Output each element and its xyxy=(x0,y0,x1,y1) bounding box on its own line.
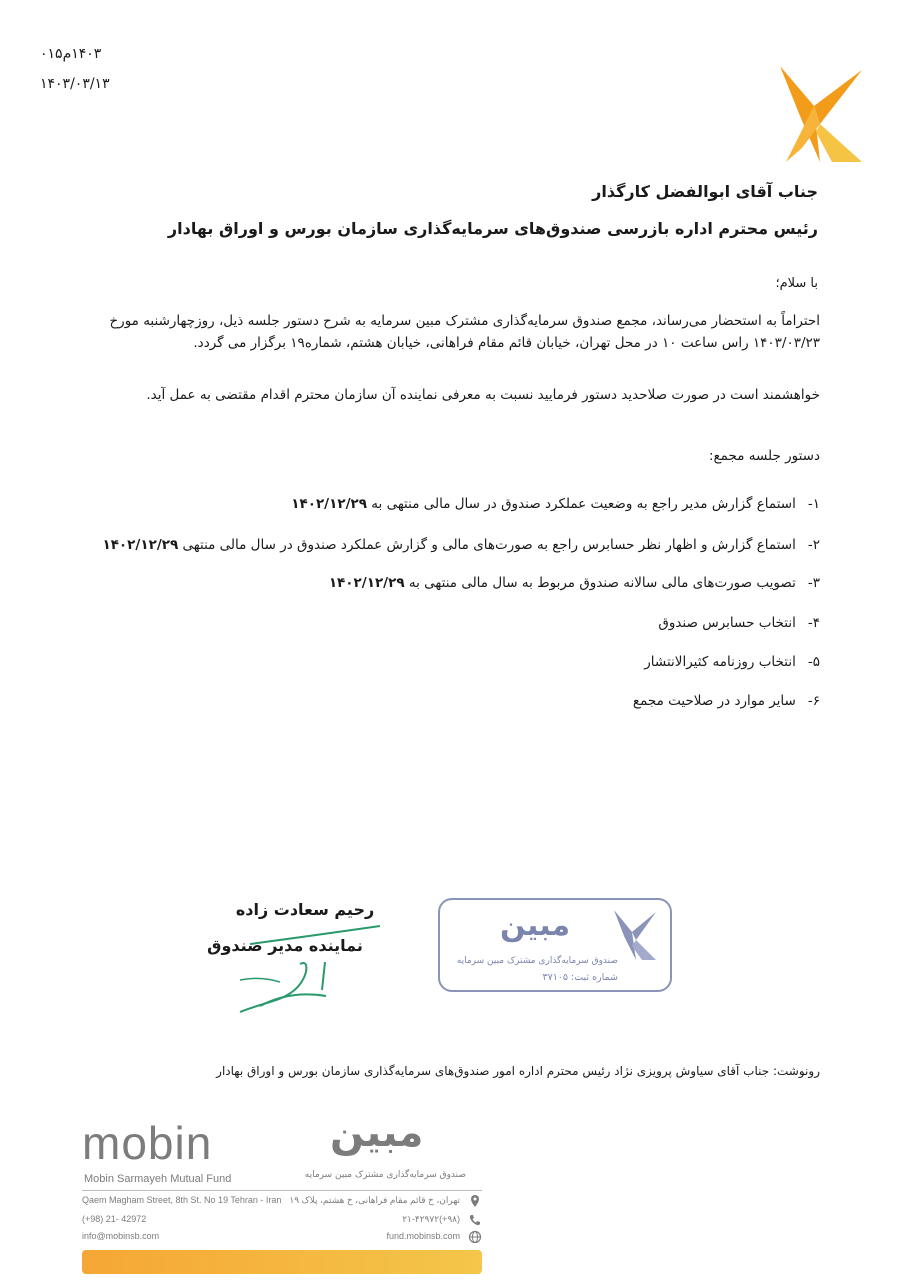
agenda-item-number: ۱- xyxy=(807,496,820,512)
footer-english-subtitle: Mobin Sarmayeh Mutual Fund xyxy=(84,1173,232,1185)
footer-persian-subtitle: صندوق سرمایه‌گذاری مشترک مبین سرمایه xyxy=(304,1170,466,1180)
letter-number: ۱۴۰۳م۰۱۵ xyxy=(40,46,102,62)
agenda-item-number: ۶- xyxy=(807,693,820,709)
footer-address-row xyxy=(82,1195,482,1213)
footer-web-row xyxy=(82,1231,482,1249)
globe-icon xyxy=(468,1230,482,1244)
agenda-item xyxy=(658,615,820,631)
stamp-logo-icon xyxy=(612,908,658,962)
footer-phone-en: (+98) 21- 42972 xyxy=(82,1214,147,1224)
stamp-registration: شماره ثبت: ۳۷۱۰۵ xyxy=(542,972,618,983)
agenda-item xyxy=(102,537,820,553)
agenda-item-text: سایر موارد در صلاحیت مجمع xyxy=(632,693,796,709)
agenda-item-number: ۳- xyxy=(807,575,820,591)
company-stamp xyxy=(438,898,672,992)
agenda-item-text: استماع گزارش و اظهار نظر حسابرس راجع به صورت‌های مالی و گزارش عملکرد صندوق در سال مالی منتهی xyxy=(182,537,796,553)
footer-phone-row xyxy=(82,1214,482,1232)
footer-persian-logo: مبین xyxy=(330,1110,424,1156)
letter-date: ۱۴۰۳/۰۳/۱۳ xyxy=(40,76,110,92)
phone-icon xyxy=(468,1213,482,1227)
greeting: با سلام؛ xyxy=(775,276,818,291)
footer-color-bar xyxy=(82,1250,482,1274)
recipient-name: جناب آقای ابوالفضل کارگذار xyxy=(592,182,818,201)
mobin-logo-icon xyxy=(780,66,862,162)
signatory-title: نماینده مدیر صندوق xyxy=(207,936,363,955)
agenda-item-number: ۵- xyxy=(807,654,820,670)
agenda-item xyxy=(633,693,820,709)
agenda-item-date: ۱۴۰۲/۱۲/۲۹ xyxy=(102,537,179,553)
handwritten-signature xyxy=(230,920,390,1020)
agenda-item-text: انتخاب حسابرس صندوق xyxy=(658,615,796,631)
footer-address-fa: تهران، خ قائم مقام فراهانی، خ هشتم، پلاک ۱۹ xyxy=(289,1195,460,1205)
agenda-item-text: تصویب صورت‌های مالی سالانه صندوق مربوط به سال مالی منتهی به xyxy=(408,575,796,591)
cc-note: رونوشت: جناب آقای سیاوش پرویزی نژاد رئیس محترم اداره امور صندوق‌های سرمایه‌گذاری سازمان بورس و اوراق بهادار xyxy=(216,1064,820,1078)
stamp-fund-name: صندوق سرمایه‌گذاری مشترک مبین سرمایه xyxy=(456,956,618,966)
agenda-title: دستور جلسه مجمع: xyxy=(708,448,820,464)
footer-website[interactable]: fund.mobinsb.com xyxy=(386,1231,460,1241)
footer-divider xyxy=(82,1190,482,1191)
agenda-item-text: استماع گزارش مدیر راجع به وضعیت عملکرد صندوق در سال مالی منتهی به xyxy=(371,496,796,512)
agenda-item xyxy=(644,654,820,670)
recipient-title: رئیس محترم اداره بازرسی صندوق‌های سرمایه‌گذاری سازمان بورس و اوراق بهادار xyxy=(167,219,818,238)
agenda-item xyxy=(291,496,820,512)
agenda-item xyxy=(329,575,820,591)
body-paragraph-2: خواهشمند است در صورت صلاحدید دستور فرمایید نسبت به معرفی نماینده آن سازمان محترم اقدام مقتضی به عمل آید. xyxy=(146,387,820,403)
agenda-item-text: انتخاب روزنامه کثیرالانتشار xyxy=(644,654,796,670)
footer-address-en: Qaem Magham Street, 8th St. No 19 Tehran - Iran xyxy=(82,1195,282,1205)
body-paragraph-1: احتراماً به استحضار می‌رساند، مجمع صندوق سرمایه‌گذاری مشترک مبین سرمایه به شرح دستور جلسه ذیل، روزچهارشنبه مورخ ۱۴۰۳/۰۳/۲۳ راس ساعت ۱۰ در محل تهران، خیابان قائم مقام فراهانی، خیابان هشتم، شماره۱۹ برگزار می گردد. xyxy=(109,313,820,351)
stamp-brand: مبین xyxy=(500,908,571,943)
footer-phone-fa: (۹۸+)۲۱-۴۲۹۷۲ xyxy=(402,1214,460,1224)
footer-email[interactable]: info@mobinsb.com xyxy=(82,1231,160,1241)
agenda-item-number: ۲- xyxy=(807,537,820,553)
location-icon xyxy=(468,1194,482,1208)
footer-english-logo: mobin xyxy=(82,1117,213,1169)
agenda-item-date: ۱۴۰۲/۱۲/۲۹ xyxy=(291,496,367,512)
agenda-item-number: ۴- xyxy=(807,615,820,631)
agenda-item-date: ۱۴۰۲/۱۲/۲۹ xyxy=(328,575,405,591)
signatory-name: رحیم سعادت زاده xyxy=(235,900,375,919)
